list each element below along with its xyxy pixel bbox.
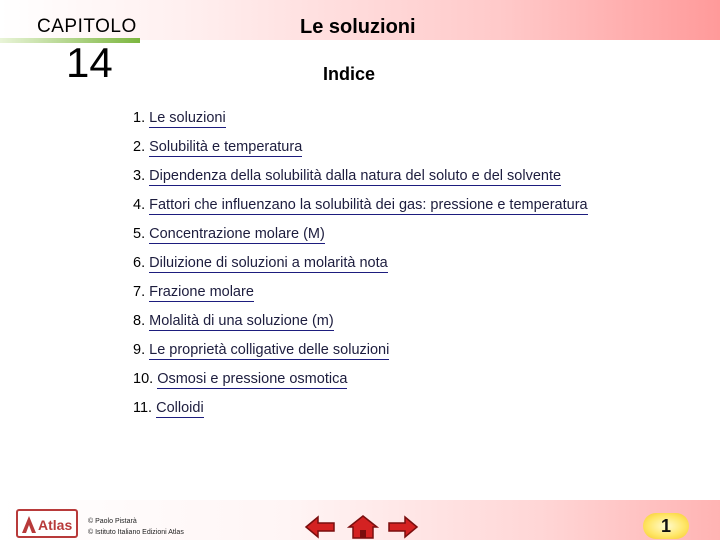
next-button[interactable] [387,515,419,543]
arrow-right-icon [387,515,419,539]
page-title: Le soluzioni [300,16,416,38]
toc-link[interactable]: Le soluzioni [149,110,226,126]
home-icon [347,515,379,539]
toc-item-number: 8. [133,313,146,329]
toc-item-number: 4. [133,197,146,213]
table-of-contents [133,108,588,427]
toc-item-number: 9. [133,342,146,358]
toc-link[interactable]: Dipendenza della solubilità dalla natura del soluto e del solvente [149,168,562,184]
toc-item-number: 1. [133,110,146,126]
home-button[interactable] [347,515,379,543]
chapter-number: 14 [66,39,113,86]
toc-item-number: 2. [133,139,146,155]
toc-item-number: 7. [133,284,146,300]
previous-button[interactable] [304,515,336,543]
toc-item [133,224,588,253]
toc-item [133,369,588,398]
credit-publisher: © Istituto Italiano Edizioni Atlas [88,529,184,536]
toc-link[interactable]: Concentrazione molare (M) [149,226,325,242]
toc-item-number: 10. [133,371,154,387]
toc-item [133,340,588,369]
toc-link[interactable]: Le proprietà colligative delle soluzioni [149,342,390,358]
toc-link[interactable]: Frazione molare [149,284,254,300]
index-heading: Indice [323,64,376,84]
toc-link[interactable]: Solubilità e temperatura [149,139,303,155]
toc-link[interactable]: Fattori che influenzano la solubilità dei gas: pressione e temperatura [149,197,588,213]
toc-link[interactable]: Diluizione di soluzioni a molarità nota [149,255,388,271]
toc-link[interactable]: Colloidi [156,400,204,416]
toc-item-number: 11. [133,400,153,416]
page-number: 1 [660,515,671,536]
logo-text: Atlas [38,516,73,533]
toc-item-number: 3. [133,168,146,184]
toc-item-number: 5. [133,226,146,242]
toc-item [133,398,588,427]
toc-item [133,282,588,311]
toc-item [133,137,588,166]
toc-item [133,108,588,137]
credits [88,516,184,538]
toc-item-number: 6. [133,255,146,271]
toc-item [133,311,588,340]
toc-item [133,253,588,282]
atlas-logo [16,509,78,538]
credit-author: © Paolo Pistarà [88,518,137,525]
page-number-badge [643,513,689,539]
toc-item [133,195,588,224]
toc-link[interactable]: Osmosi e pressione osmotica [157,371,348,387]
atlas-logo-mark [19,513,75,535]
chapter-label: CAPITOLO [37,16,137,37]
toc-item [133,166,588,195]
toc-link[interactable]: Molalità di una soluzione (m) [149,313,334,329]
arrow-left-icon [304,515,336,539]
